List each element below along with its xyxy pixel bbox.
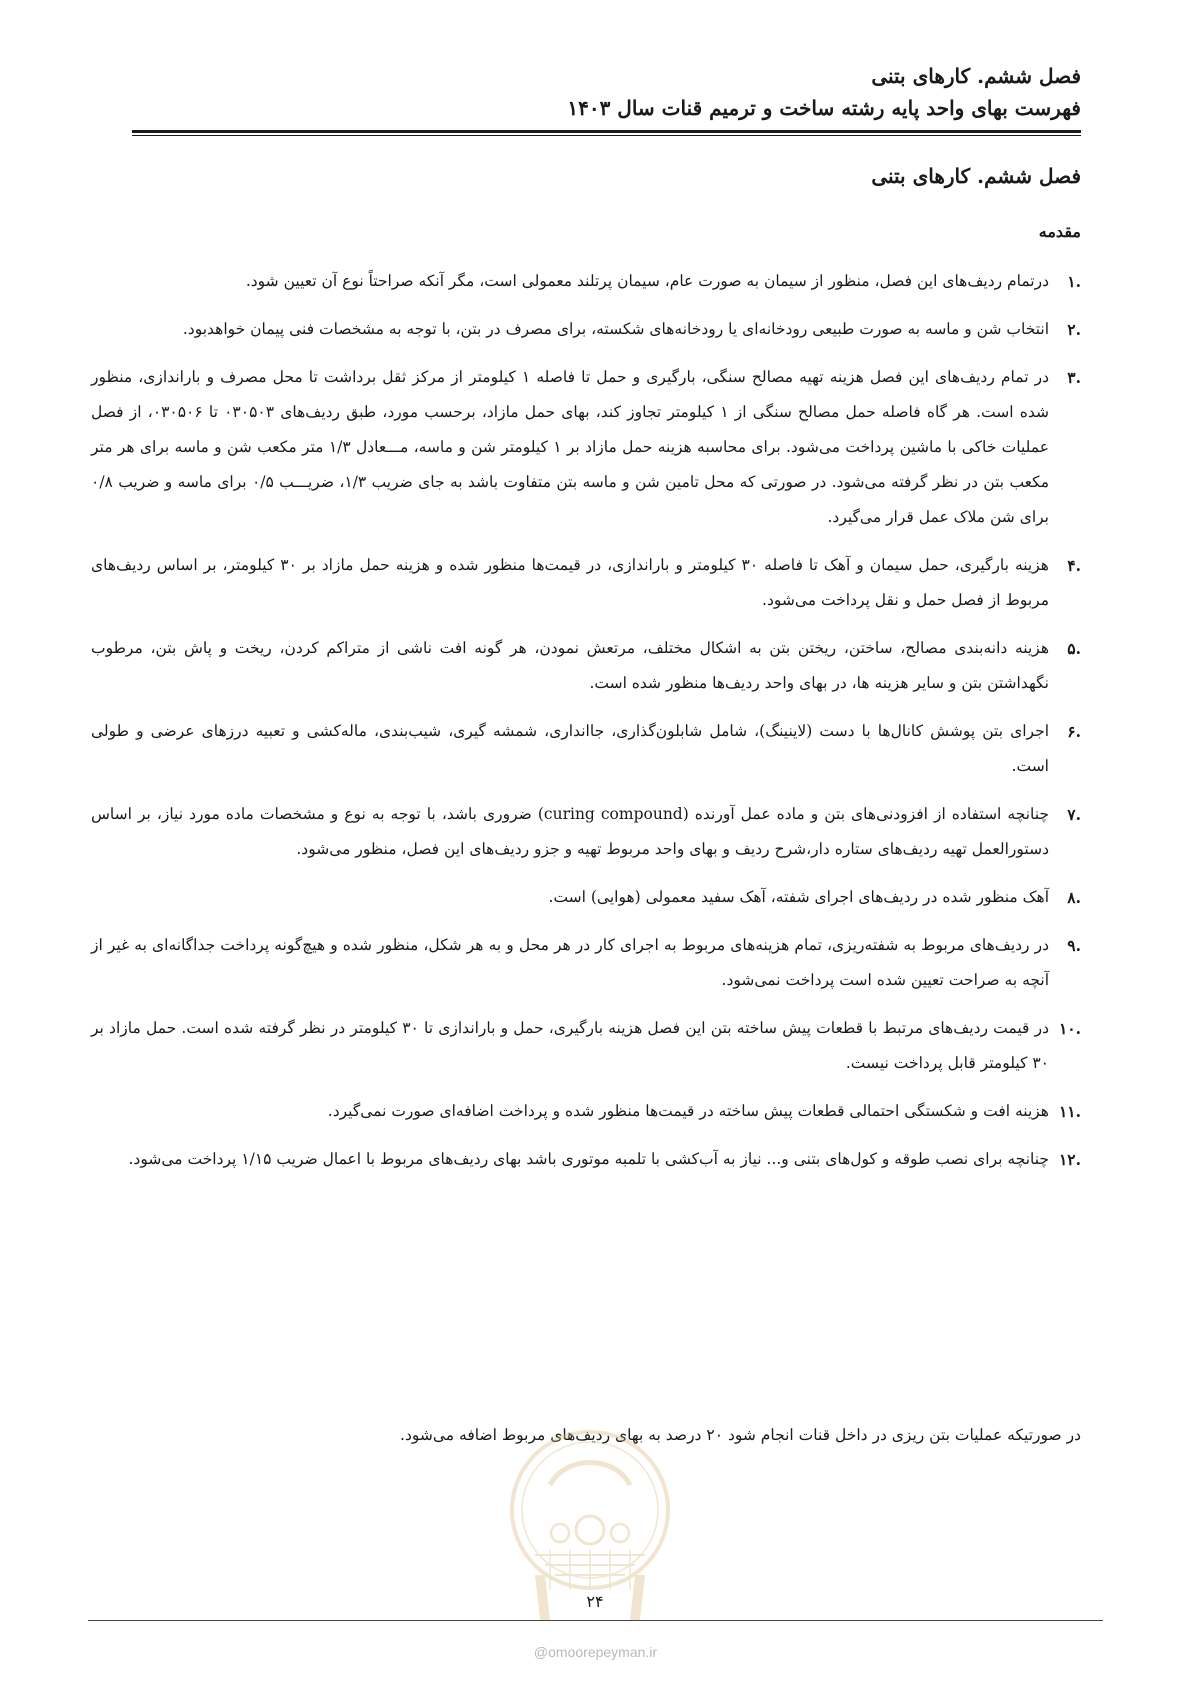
header-rule-thick	[132, 130, 1081, 133]
list-item	[91, 631, 1081, 701]
item-text: هزینه افت و شکستگی احتمالی قطعات پیش ساخته در قیمت‌ها منظور شده و پرداخت اضافه‌ای صورت نمی‌گیرد.	[327, 1102, 1049, 1120]
list-item	[91, 548, 1081, 618]
intro-heading: مقدمه	[1038, 222, 1081, 241]
numbered-list	[91, 264, 1081, 1190]
item-number: .۴	[1067, 556, 1081, 575]
list-item	[91, 312, 1081, 347]
page-number: ۲۴	[586, 1592, 604, 1611]
item-text: هزینه بارگیری، حمل سیمان و آهک تا فاصله ۳۰ کیلومتر و باراندازی، در قیمت‌ها منظور شده و هزینه حمل مازاد بر ۳۰ کیلومتر، بر اساس ردیف‌های مربوط از فصل حمل و نقل پرداخت می‌شود.	[91, 556, 1049, 609]
list-item	[91, 797, 1081, 867]
header-rule-thin	[132, 135, 1081, 136]
item-number: .۹	[1067, 936, 1081, 955]
list-item	[91, 880, 1081, 915]
closing-note: در صورتیکه عملیات بتن ریزی در داخل قنات انجام شود ۲۰ درصد به بهای ردیف‌های مربوط اضافه می‌شود.	[400, 1426, 1081, 1444]
footer-rule	[88, 1620, 1103, 1621]
item-number: .۱۲	[1058, 1150, 1081, 1169]
item-text: چنانچه برای نصب طوقه و کول‌های بتنی و... نیاز به آب‌کشی با تلمبه موتوری باشد بهای ردیف‌های مربوط با اعمال ضریب ۱/۱۵ پرداخت می‌شود.	[128, 1150, 1049, 1168]
item-text: هزینه دانه‌بندی مصالح، ساختن، ریختن بتن به اشکال مختلف، مرتعش نمودن، هر گونه افت ناشی از متراکم کردن، ریخت و پاش بتن، مرطوب نگهداشتن بتن و سایر هزینه ها، در بهای واحد ردیف‌ها منظور شده است.	[91, 639, 1049, 692]
list-item	[91, 264, 1081, 299]
item-number: .۱	[1067, 272, 1081, 291]
item-text: آهک منظور شده در ردیف‌های اجرای شفته، آهک سفید معمولی (هوایی) است.	[548, 888, 1049, 906]
header-catalog-title: فهرست بهای واحد پایه رشته ساخت و ترمیم قنات سال ۱۴۰۳	[567, 96, 1081, 120]
list-item	[91, 1011, 1081, 1081]
list-item	[91, 1142, 1081, 1177]
item-number: .۵	[1067, 639, 1081, 658]
list-item	[91, 1094, 1081, 1129]
item-number: .۷	[1067, 805, 1081, 824]
item-number: .۶	[1067, 722, 1081, 741]
item-text: در ردیف‌های مربوط به شفته‌ریزی، تمام هزینه‌های مربوط به اجرای کار در هر محل و به هر شکل، منظور شده و هیچ‌گونه پرداخت جداگانه‌ای به غیر از آنچه به صراحت تعیین شده است پرداخت نمی‌شود.	[91, 936, 1049, 989]
list-item	[91, 714, 1081, 784]
item-number: .۱۰	[1058, 1019, 1081, 1038]
list-item	[91, 360, 1081, 535]
list-item	[91, 928, 1081, 998]
item-text: انتخاب شن و ماسه به صورت طبیعی رودخانه‌ای یا رودخانه‌های شکسته، برای مصرف در بتن، با توجه به مشخصات فنی پیمان خواهدبود.	[182, 320, 1049, 338]
item-text: چنانچه استفاده از افزودنی‌های بتن و ماده عمل آورنده (curing compound) ضروری باشد، با توجه به نوع و مشخصات ماده مورد نیاز، بر اساس دستورالعمل تهیه ردیف‌های ستاره دار،شرح ردیف و بهای واحد مربوط تهیه و جزو ردیف‌های این فصل، منظور می‌شود.	[91, 805, 1049, 858]
footer-url: @omoorepeyman.ir	[533, 1644, 658, 1660]
item-text: درتمام ردیف‌های این فصل، منظور از سیمان به صورت عام، سیمان پرتلند معمولی است، مگر آنکه صراحتاً نوع آن تعیین شود.	[245, 272, 1049, 290]
item-number: .۸	[1067, 888, 1081, 907]
running-header	[91, 60, 1081, 124]
item-number: .۱۱	[1058, 1102, 1081, 1121]
item-number: .۲	[1067, 320, 1081, 339]
item-text: در تمام ردیف‌های این فصل هزینه تهیه مصالح سنگی، بارگیری و حمل تا فاصله ۱ کیلومتر از مرکز ثقل برداشت تا محل مصرف و باراندازی، منظور شده است. هر گاه فاصله حمل مصالح سنگی از ۱ کیلومتر تجاوز کند، بهای حمل مازاد، برحسب مورد، طبق ردیف‌های ۰۳۰۵۰۳ تا ۰۳۰۵۰۶، از فصل عملیات خاکی با ماشین پرداخت می‌شود. برای محاسبه هزینه حمل مازاد بر ۱ کیلومتر شن و ماسه، مـــعادل ۱/۳ متر مکعب شن و ماسه برای هر متر مکعب بتن در نظر گرفته می‌شود. در صورتی که محل تامین شن و ماسه بتن متفاوت باشد به جای ضریب ۱/۳، ضریـــب ۰/۵ برای ماسه و ضریب ۰/۸ برای شن ملاک عمل قرار می‌گیرد.	[91, 368, 1050, 526]
section-title: فصل ششم. کارهای بتنی	[871, 164, 1081, 188]
item-text: اجرای بتن پوشش کانال‌ها با دست (لاینینگ)، شامل شابلون‌گذاری، جاانداری، شمشه گیری، شیب‌بندی، ماله‌کشی و تعبیه درزهای عرضی و طولی است.	[91, 722, 1049, 775]
header-chapter-title: فصل ششم. کارهای بتنی	[871, 64, 1081, 88]
item-text: در قیمت ردیف‌های مرتبط با قطعات پیش ساخته بتن این فصل هزینه بارگیری، حمل و باراندازی تا ۳۰ کیلومتر در نظر گرفته شده است. حمل مازاد بر ۳۰ کیلومتر قابل پرداخت نیست.	[91, 1019, 1049, 1072]
item-number: .۳	[1067, 368, 1081, 387]
